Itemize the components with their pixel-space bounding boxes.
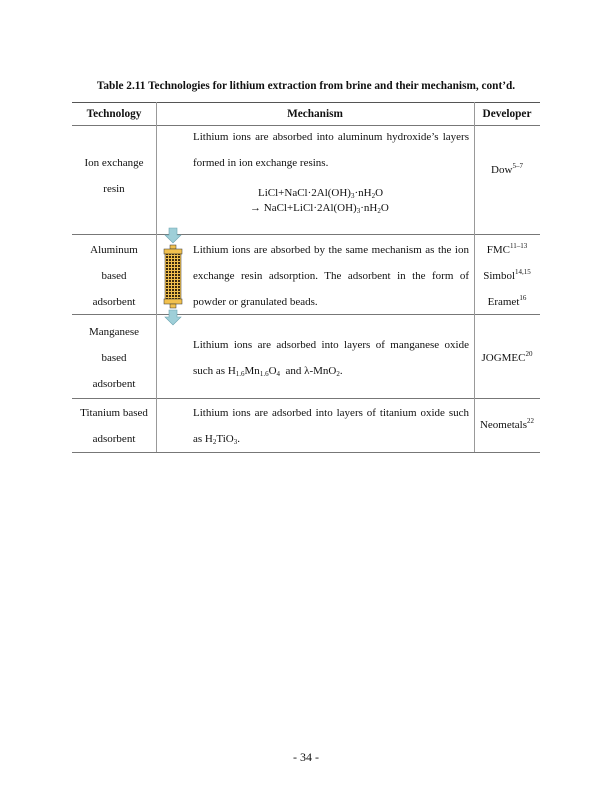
developer-cell: Dow$^{5-7}$	[491, 162, 523, 176]
mechanism-cell: Lithium ions are adsorbed into layers of manganese oxide such as $H_{1.6}Mn_{1.6}O_4$ and λ-MnO$_2$.	[193, 339, 469, 378]
technology-cell	[72, 237, 156, 315]
text-line: resin	[103, 183, 125, 195]
technology-cell	[72, 150, 156, 202]
divider	[72, 234, 540, 235]
table-title: Table 2.11 Technologies for lithium extraction from brine and their mechanism, cont’d.	[96, 80, 516, 92]
arrow-down-icon	[165, 228, 181, 243]
technology-cell	[72, 400, 156, 452]
text-line: adsorbent	[92, 433, 136, 445]
text-line: based	[101, 352, 127, 364]
mechanism-cell: Lithium ions are absorbed into aluminum hydroxide’s layers formed in ion exchange resins.	[193, 131, 469, 169]
text-line: Aluminum	[90, 244, 138, 256]
header-mechanism: Mechanism	[287, 108, 343, 120]
text-line: Titanium based	[80, 407, 148, 419]
divider	[72, 452, 540, 453]
adsorption-column-icon	[160, 226, 186, 326]
technology-cell	[72, 319, 156, 397]
developer-cell: FMC$^{11-13}$ Simbol$^{14,15}$ Eramet$^{16}$	[483, 242, 531, 308]
page-number: - 34 -	[293, 750, 319, 764]
divider	[72, 398, 540, 399]
developer-cell: JOGMEC$^{20}$	[481, 350, 533, 364]
mechanism-cell: Lithium ions are absorbed by the same mechanism as the ion exchange resin adsorption. The adsorbent in the form of powder or granulated beads.	[193, 244, 469, 308]
header-technology: Technology	[86, 108, 142, 120]
header-developer: Developer	[482, 108, 532, 120]
developer-cell: Neometals$^{22}$	[479, 417, 535, 431]
text-line: adsorbent	[92, 378, 136, 390]
mechanism-cell: Lithium ions are adsorbed into layers of titanium oxide such as $H_2TiO_3$.	[193, 407, 469, 446]
reaction-equation: $LiCl+NaCl\cdot 2Al(OH)_3\cdot nH_2O$ → $NaCl+LiCl\cdot 2Al(OH)_3\cdot nH_2O$	[250, 187, 389, 215]
text-line: Ion exchange	[84, 157, 144, 169]
text-line: based	[101, 270, 127, 282]
text-line: Manganese	[88, 326, 140, 338]
text-line: adsorbent	[92, 296, 136, 308]
divider	[156, 102, 157, 452]
arrow-down-icon	[165, 310, 181, 325]
